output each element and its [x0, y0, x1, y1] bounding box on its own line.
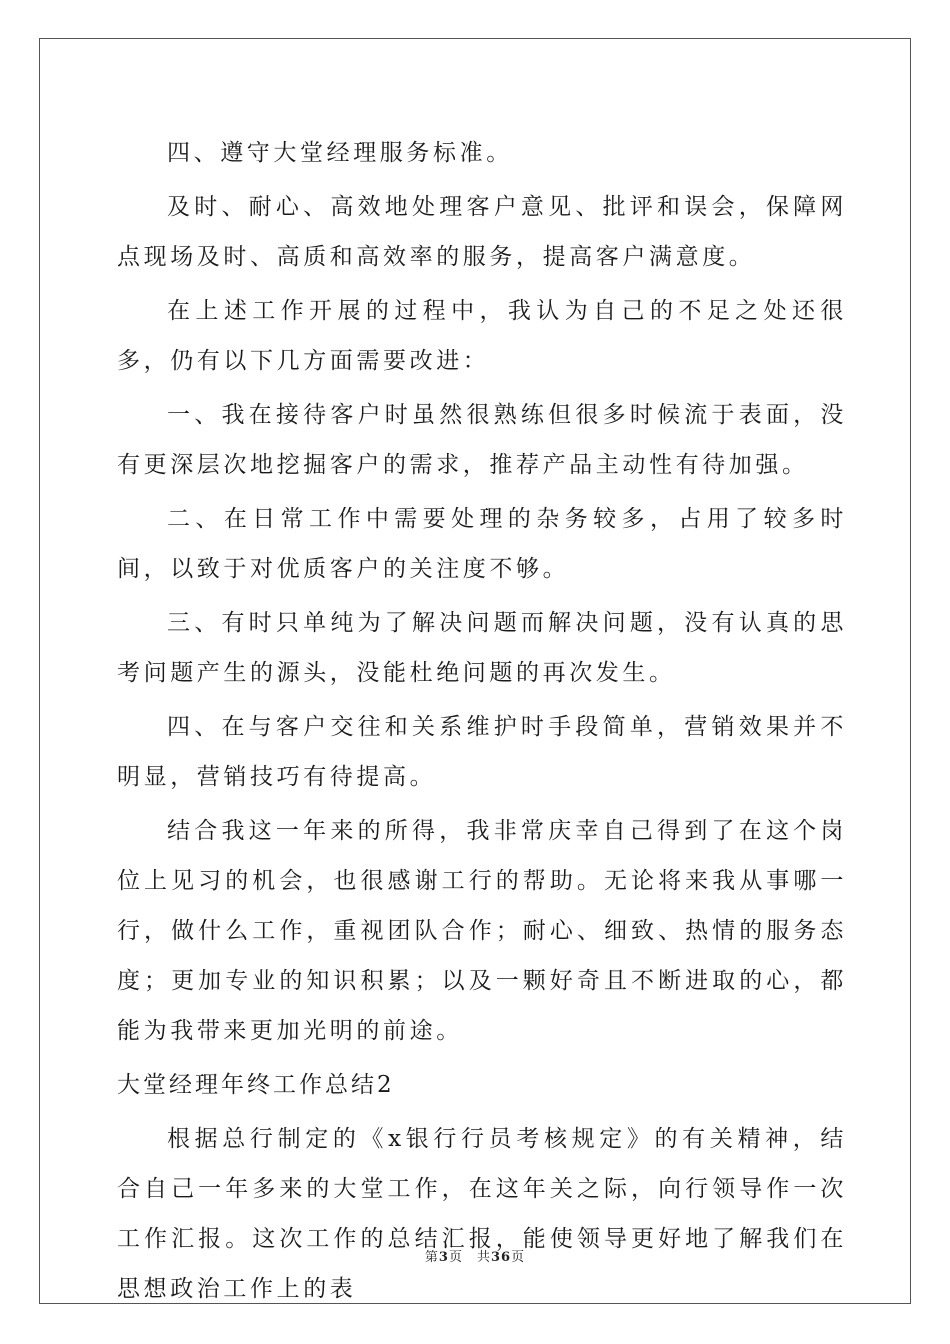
document-body — [117, 128, 847, 1318]
paragraph: 在上述工作开展的过程中，我认为自己的不足之处还很多，仍有以下几方面需要改进： — [117, 298, 847, 374]
total-pages-number: 36 — [490, 1250, 512, 1265]
footer-total-suffix: 页 — [511, 1250, 526, 1265]
section-title: 大堂经理年终工作总结2 — [117, 1072, 395, 1098]
paragraph: 一、我在接待客户时虽然很熟练但很多时候流于表面，没有更深层次地挖掘客户的需求，推荐产品主动性有待加强。 — [117, 402, 847, 478]
footer-page-word: 页 — [448, 1250, 463, 1265]
paragraph: 二、在日常工作中需要处理的杂务较多，占用了较多时间，以致于对优质客户的关注度不够。 — [117, 506, 847, 582]
page-footer — [0, 1246, 950, 1265]
paragraph: 四、遵守大堂经理服务标准。 — [167, 140, 513, 166]
current-page-number: 3 — [438, 1250, 449, 1265]
footer-prefix: 第 — [424, 1250, 439, 1265]
paragraph: 根据总行制定的《x银行行员考核规定》的有关精神，结合自己一年多来的大堂工作，在这年关之际，向行领导作一次工作汇报。这次工作的总结汇报，能使领导更好地了解我们在思想政治工作上的表 — [117, 1126, 847, 1302]
paragraph: 四、在与客户交往和关系维护时手段简单，营销效果并不明显，营销技巧有待提高。 — [117, 714, 847, 790]
footer-total-prefix: 共 — [476, 1250, 491, 1265]
paragraph: 结合我这一年来的所得，我非常庆幸自己得到了在这个岗位上见习的机会，也很感谢工行的帮助。无论将来我从事哪一行，做什么工作，重视团队合作；耐心、细致、热情的服务态度；更加专业的知识积累；以及一颗好奇且不断进取的心，都能为我带来更加光明的前途。 — [117, 818, 847, 1044]
paragraph: 及时、耐心、高效地处理客户意见、批评和误会，保障网点现场及时、高质和高效率的服务，提高客户满意度。 — [117, 194, 847, 270]
paragraph: 三、有时只单纯为了解决问题而解决问题，没有认真的思考问题产生的源头，没能杜绝问题的再次发生。 — [117, 610, 847, 686]
